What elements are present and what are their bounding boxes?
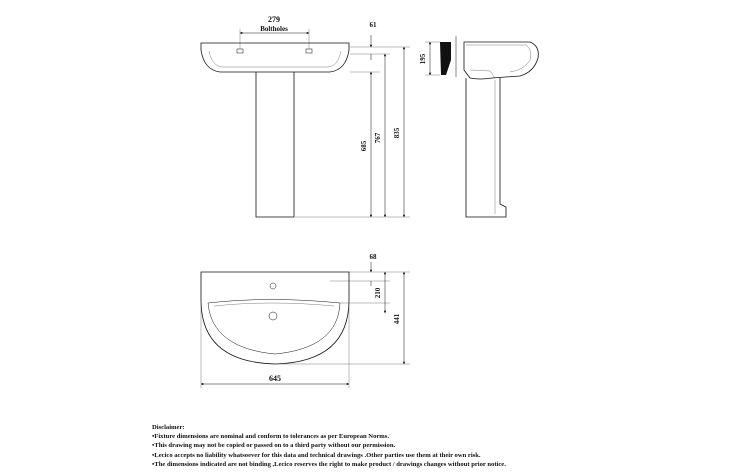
dim-68: 68 [369, 253, 377, 261]
side-pedestal [466, 78, 506, 217]
dim-210: 210 [374, 287, 382, 299]
dim-645: 645 [269, 374, 281, 383]
bolthole-right [306, 49, 312, 53]
disclaimer-line: •Lecico accepts no liability whatsoever for this data and technical drawings .Other parties use them at their own risk. [152, 451, 481, 459]
dim-835: 835 [393, 127, 401, 139]
front-pedestal [256, 72, 294, 217]
side-basin-outline [464, 42, 538, 79]
disclaimer-title: Disclaimer: [152, 424, 185, 431]
top-bowl [208, 300, 340, 355]
boltholes-label: Boltholes [260, 25, 288, 33]
top-view [201, 253, 410, 388]
disclaimer-line: •The dimensions indicated are not binding ,Lecico reserves the right to make product / drawings changes without prior notice. [152, 460, 506, 468]
dim-195: 195 [419, 53, 427, 65]
disclaimer-block [152, 423, 506, 469]
disclaimer-line: •This drawing may not be copied or passed on to a third party without our permission. [152, 442, 396, 450]
bolthole-left [237, 49, 243, 53]
dim-685: 685 [360, 140, 368, 152]
tap-hole [270, 283, 276, 289]
dim-441: 441 [393, 313, 401, 325]
dim-279: 279 [268, 15, 280, 24]
drain-hole [269, 312, 277, 320]
front-basin-outline [201, 43, 349, 72]
front-view [201, 15, 410, 217]
disclaimer-line: •Fixture dimensions are nominal and conform to tolerances as per European Norms. [152, 433, 389, 441]
side-view [419, 36, 538, 217]
dim-61: 61 [369, 21, 377, 29]
top-basin-outline [201, 272, 349, 364]
dim-767: 767 [374, 132, 382, 144]
wall-bracket [440, 42, 451, 75]
